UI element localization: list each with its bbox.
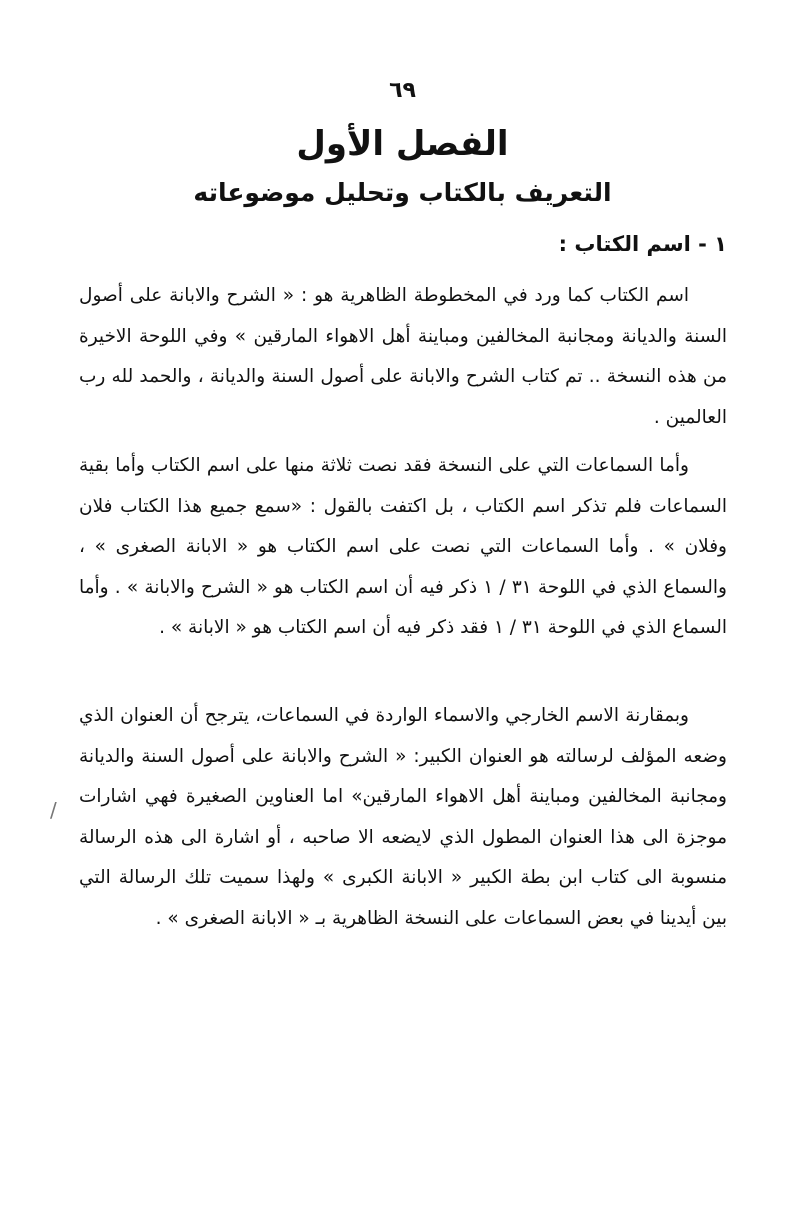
margin-mark: / (50, 798, 57, 822)
section-heading: ١ - اسم الكتاب : (558, 232, 727, 256)
paragraph-comparison: وبمقارنة الاسم الخارجي والاسماء الواردة في السماعات، يترجح أن العنوان الذي وضعه المؤلف لرسالته هو العنوان الكبير: « الشرح والابانة على أصول السنة والديانة ومجانبة المخالفين ومباينة أهل الاهواء المارقين» اما العناوين الصغيرة فهي اشارات موجزة الى هذا العنوان المطول الذي لايضعه الا صاحبه ، أو اشارة الى هذه الرسالة منسوبة الى كتاب ابن بطة الكبير « الابانة الكبرى » ولهذا سميت تلك الرسالة التي بين أيدينا في بعض السماعات على النسخة الظاهرية بـ « الابانة الصغرى » . (79, 705, 727, 929)
page-number: ٦٩ (389, 78, 416, 103)
paragraph-book-name: اسم الكتاب كما ورد في المخطوطة الظاهرية هو : « الشرح والابانة على أصول السنة والديانة ومجانبة المخالفين ومباينة أهل الاهواء المارقين » وفي اللوحة الاخيرة من هذه النسخة .. تم كتاب الشرح والابانة على أصول السنة والديانة ، والحمد لله رب العالمين . (79, 285, 727, 428)
paragraph-hearings: وأما السماعات التي على النسخة فقد نصت ثلاثة منها على اسم الكتاب وأما بقية السماعات فلم تذكر اسم الكتاب ، بل اكتفت بالقول : «سمع جميع هذا الكتاب فلان وفلان » . وأما السماعات التي نصت على اسم الكتاب هو « الابانة الصغرى » ، والسماع الذي في اللوحة ٣١ / ١ ذكر فيه أن اسم الكتاب هو « الشرح والابانة » . وأما السماع الذي في اللوحة ٣١ / ١ فقد ذكر فيه أن اسم الكتاب هو « الابانة » . (79, 455, 727, 638)
chapter-subtitle: التعريف بالكتاب وتحليل موضوعاته (193, 178, 612, 207)
chapter-title: الفصل الأول (296, 124, 509, 164)
